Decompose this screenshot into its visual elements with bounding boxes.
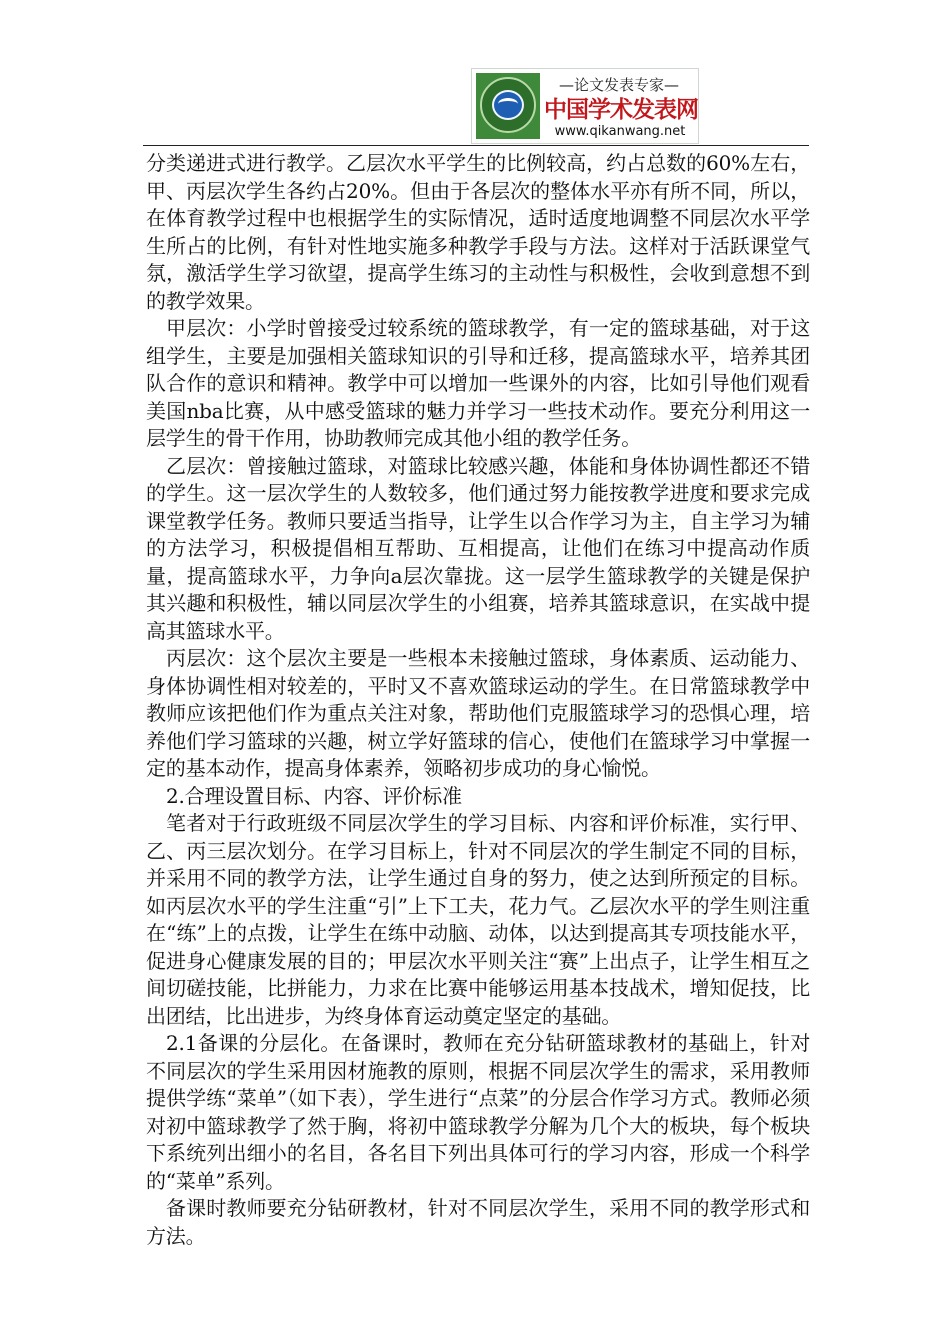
section-heading: 2.合理设置目标、内容、评价标准: [166, 783, 462, 808]
paragraph-level-c: 丙层次：这个层次主要是一些根本未接触过篮球，身体素质、运动能力、身体协调性相对较差的，平时又不喜欢篮球运动的学生。在日常篮球教学中教师应该把他们作为重点关注对象，帮助他们克服篮球学习的恐惧心理，培养他们学习篮球的兴趣，树立学好篮球的信心，使他们在篮球学习中掌握一定的基本动作，提高身体素养，领略初步成功的身心愉悦。: [146, 646, 810, 780]
paragraph-goals: 笔者对于行政班级不同层次学生的学习目标、内容和评价标准，实行甲、乙、丙三层次划分。在学习目标上，针对不同层次的学生制定不同的目标，并采用不同的教学方法，让学生通过自身的努力，使之达到所预定的目标。如丙层次水平的学生注重“引”上下工夫，花力气。乙层次水平的学生则注重在“练”上的点拨，让学生在练中动脑、动体，以达到提高其专项技能水平，促进身心健康发展的目的；甲层次水平则关注“赛”上出点子，让学生相互之间切磋技能，比拼能力，力求在比赛中能够运用基本技战术，增知促技，比出团结，比出进步，为终身体育运动奠定坚定的基础。: [146, 811, 810, 1028]
paragraph-intro: 分类递进式进行教学。乙层次水平学生的比例较高，约占总数的60%左右，甲、丙层次学生各约占20%。但由于各层次的整体水平亦有所不同，所以，在体育教学过程中也根据学生的实际情况，适时适度地调整不同层次水平学生所占的比例，有针对性地实施多种教学手段与方法。这样对于活跃课堂气氛，激活学生学习欲望，提高学生练习的主动性与积极性，会收到意想不到的教学效果。: [146, 151, 810, 313]
paragraph-lesson-prep: 2.1备课的分层化。在备课时，教师在充分钻研篮球教材的基础上，针对不同层次的学生采用因材施教的原则，根据不同层次学生的需求，采用教师提供学练“菜单”（如下表），学生进行“点菜”的分层合作学习方式。教师必须对初中篮球教学了然于胸，将初中篮球教学分解为几个大的板块，每个板块下系统列出细小的名目，各名目下列出具体可行的学习内容，形成一个科学的“菜单”系列。: [146, 1031, 810, 1193]
logo-url: www.qikanwang.net: [554, 124, 686, 139]
logo-slogan: —论文发表专家—: [558, 76, 679, 94]
paragraph-level-a: 甲层次：小学时曾接受过较系统的篮球教学，有一定的篮球基础，对于这组学生，主要是加强相关篮球知识的引导和迁移，提高篮球水平，培养其团队合作的意识和精神。教学中可以增加一些课外的内容，比如引导他们观看美国nba比赛，从中感受篮球的魅力并学习一些技术动作。要充分利用这一层学生的骨干作用，协助教师完成其他小组的教学任务。: [146, 316, 810, 450]
paragraph-level-b: 乙层次：曾接触过篮球，对篮球比较感兴趣，体能和身体协调性都还不错的学生。这一层次学生的人数较多，他们通过努力能按教学进度和要求完成课堂教学任务。教师只要适当指导，让学生以合作学习为主，自主学习为辅的方法学习，积极提倡相互帮助、互相提高，让他们在练习中提高动作质量，提高篮球水平，力争向a层次靠拢。这一层学生篮球教学的关键是保护其兴趣和积极性，辅以同层次学生的小组赛，培养其篮球意识，在实战中提高其篮球水平。: [146, 453, 810, 643]
logo-emblem-icon: [476, 73, 540, 139]
logo-site-name: 中国学术发表网: [544, 97, 698, 123]
site-logo: [471, 68, 699, 144]
paragraph-closing: 备课时教师要充分钻研教材，针对不同层次学生，采用不同的教学形式和方法。: [146, 1196, 810, 1248]
document-body: [146, 150, 810, 1250]
emblem-book-icon: [498, 98, 518, 110]
header-divider: [143, 145, 809, 146]
